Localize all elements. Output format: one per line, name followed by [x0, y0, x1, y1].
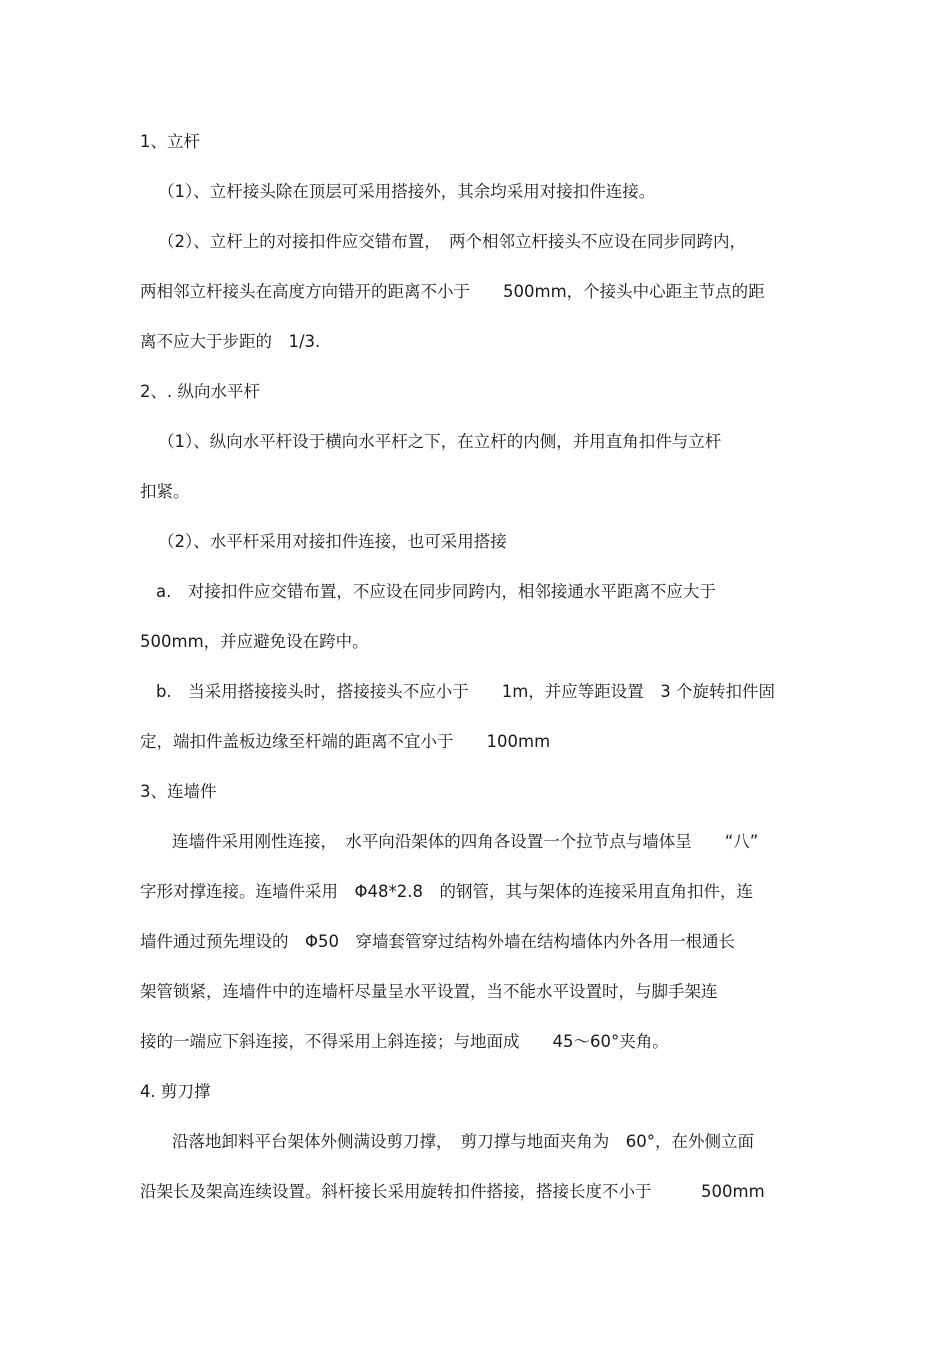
heading-vertical-pole: 1、立杆	[140, 132, 200, 151]
heading-cross-brace: 4. 剪刀撑	[140, 1082, 211, 1101]
paragraph-line: 连墙件采用刚性连接， 水平向沿架体的四角各设置一个拉节点与墙体呈 “八”	[172, 832, 759, 851]
paragraph-line: 两相邻立杆接头在高度方向错开的距离不小于 500mm，个接头中心距主节点的距	[140, 282, 765, 301]
paragraph-line: 架管锁紧，连墙件中的连墙杆尽量呈水平设置，当不能水平设置时，与脚手架连	[140, 982, 718, 1001]
paragraph-line: 定，端扣件盖板边缘至杆端的距离不宜小于 100mm	[140, 732, 551, 751]
paragraph-line: 扣紧。	[140, 482, 190, 501]
heading-longitudinal-bar: 2、. 纵向水平杆	[140, 382, 260, 401]
list-item-a: a. 对接扣件应交错布置，不应设在同步同跨内，相邻接通水平距离不应大于	[156, 582, 716, 601]
paragraph-line: （2）、立杆上的对接扣件应交错布置， 两个相邻立杆接头不应设在同步同跨内，	[158, 232, 746, 251]
paragraph-line: 墙件通过预先埋设的 Φ50 穿墙套管穿过结构外墙在结构墙体内外各用一根通长	[140, 932, 735, 951]
paragraph-line: 沿落地卸料平台架体外侧满设剪刀撑， 剪刀撑与地面夹角为 60°，在外侧立面	[172, 1132, 754, 1151]
list-item-b: b. 当采用搭接接头时，搭接接头不应小于 1m，并应等距设置 3 个旋转扣件固	[156, 682, 776, 701]
paragraph-line: 接的一端应下斜连接，不得采用上斜连接；与地面成 45～60°夹角。	[140, 1032, 669, 1051]
paragraph-line: 离不应大于步距的 1/3.	[140, 332, 321, 351]
paragraph-line: （1）、立杆接头除在顶层可采用搭接外，其余均采用对接扣件连接。	[158, 182, 656, 201]
paragraph-line: （1）、纵向水平杆设于横向水平杆之下，在立杆的内侧，并用直角扣件与立杆	[158, 432, 722, 451]
paragraph-line: 字形对撑连接。连墙件采用 Φ48*2.8 的钢管，其与架体的连接采用直角扣件，连	[140, 882, 753, 901]
paragraph-line: 沿架长及架高连续设置。斜杆接长采用旋转扣件搭接，搭接长度不小于 500mm	[140, 1182, 765, 1201]
paragraph-line: （2）、水平杆采用对接扣件连接，也可采用搭接	[158, 532, 507, 551]
paragraph-line: 500mm，并应避免设在跨中。	[140, 632, 369, 651]
heading-wall-tie: 3、连墙件	[140, 782, 217, 801]
